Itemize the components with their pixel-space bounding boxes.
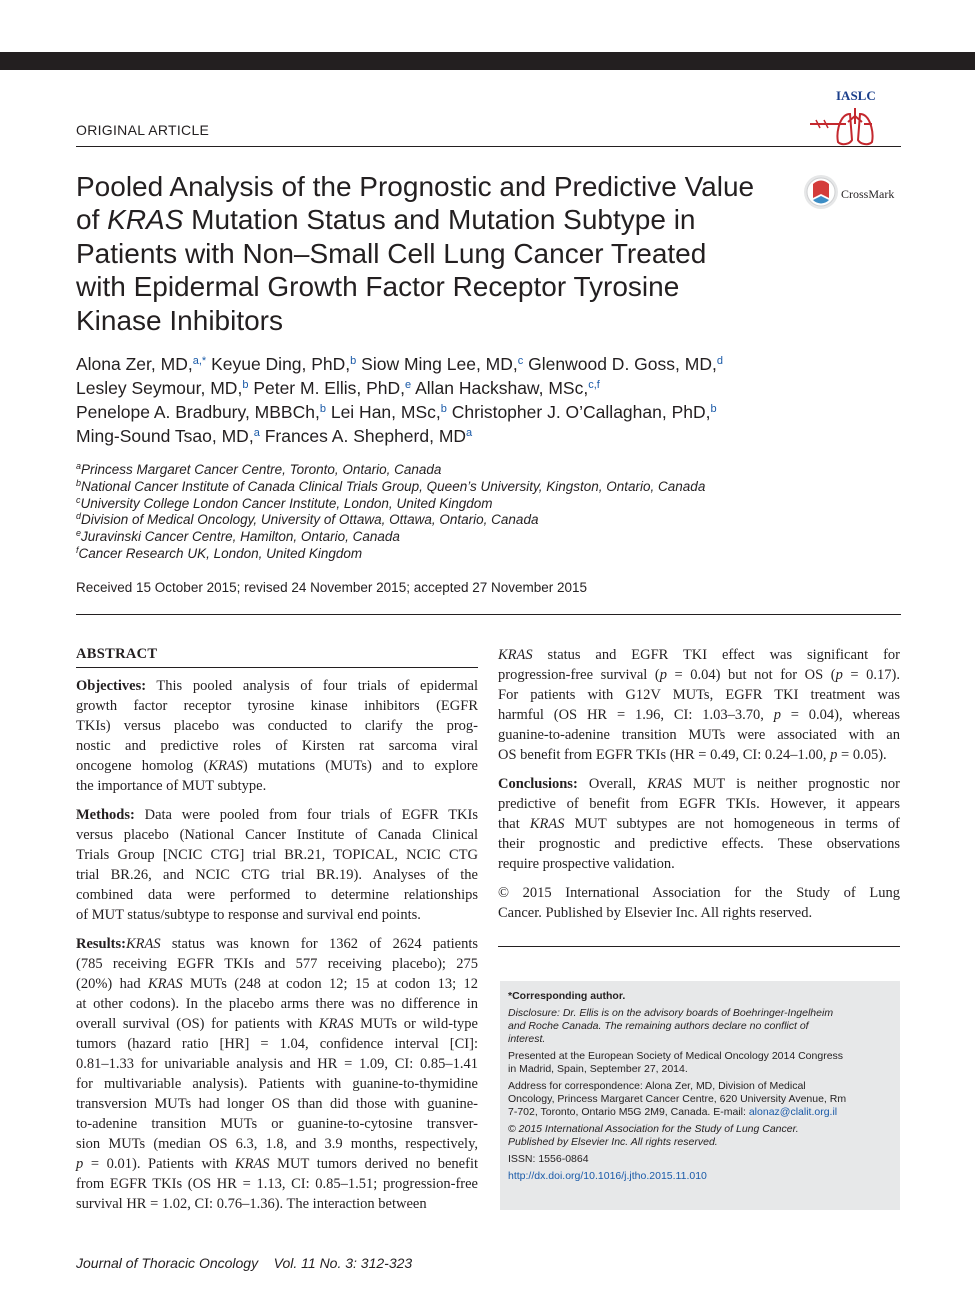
- footnotes: [508, 990, 892, 1187]
- text-line: Trials Group [NCIC CTG] trial BR.21, TOPICAL, NCIC CTG: [76, 847, 478, 863]
- section-label: Objectives:: [76, 678, 147, 694]
- text-line: p = 0.01). Patients with KRAS MUT tumors derived no benefit: [76, 1156, 478, 1172]
- abstract-right-column: [498, 645, 900, 932]
- article-title: [76, 170, 796, 337]
- text-line: the importance of MUT subtype.: [76, 778, 267, 794]
- top-banner: [0, 52, 975, 70]
- text-line: of MUT status/subtype to response and survival end points.: [76, 907, 421, 923]
- address-note: Address for correspondence: Alona Zer, MD, Division of Medical Oncology, Princess Margaret Cancer Centre, 620 University Avenue, Rm 7-702, Toronto, Ontario M5G 2M9, Canada. E-mail: alonaz@clalit.org.il: [508, 1080, 847, 1118]
- text-line: versus placebo (National Cancer Institute of Canada Clinical: [76, 827, 478, 843]
- section-label: Conclusions:: [498, 776, 578, 792]
- author-name: Ming-Sound Tsao, MD,: [76, 426, 254, 446]
- affiliation: $^b$National Cancer Institute of Canada Clinical Trials Group, Queen’s University, Kingston, Ontario, Canada: [76, 477, 706, 494]
- author-affil: a: [466, 427, 473, 439]
- affiliation-list: [76, 462, 705, 563]
- author-line: [76, 352, 816, 376]
- text-line: (20%) had KRAS MUTs (248 at codon 12; 15 at codon 13; 12: [76, 976, 479, 992]
- text-line: nostic and predictive roles of Kirsten rat sarcoma viral: [76, 738, 478, 754]
- text-line: oncogene homolog (KRAS) mutations (MUTs) and to explore: [76, 758, 478, 774]
- abstract-heading: ABSTRACT: [76, 646, 158, 662]
- author-affil: a,*: [192, 355, 207, 367]
- crossmark-icon: [803, 174, 839, 210]
- disclosure-note: Disclosure: Dr. Ellis is on the advisory boards of Boehringer-Ingelheim and Roche Canada. The remaining authors declare no conflict of interest.: [508, 1007, 834, 1045]
- title-line: Kinase Inhibitors: [76, 304, 284, 336]
- section-label: Methods:: [76, 807, 135, 823]
- text-line: OS benefit from EGFR TKIs (HR = 0.49, CI: 0.24–1.00, p = 0.05).: [498, 747, 887, 763]
- title-line: with Epidermal Growth Factor Receptor Tyrosine: [76, 271, 680, 303]
- text-line: overall survival (OS) for patients with KRAS MUTs or wild-type: [76, 1016, 478, 1032]
- text-line: from EGFR TKIs (OS HR = 1.13, CI: 0.85–1.51; progression-free: [76, 1176, 478, 1192]
- section-label: Results:: [76, 936, 126, 952]
- author-line: [76, 424, 816, 448]
- corresponding-note: *Corresponding author.: [508, 990, 626, 1002]
- author-name: Alona Zer, MD,: [76, 354, 193, 374]
- iaslc-logo-text: IASLC: [836, 88, 876, 103]
- text-line: Methods: Data were pooled from four trials of EGFR TKIs: [76, 807, 478, 823]
- text-line: survival HR = 1.02, CI: 0.76–1.36). The interaction between: [76, 1196, 427, 1212]
- abstract-paragraph: [498, 883, 900, 923]
- author-affil: c,f: [588, 379, 600, 391]
- author-name: Glenwood D. Goss, MD,: [528, 354, 717, 374]
- author-affil: b: [319, 403, 326, 415]
- abstract-paragraph: [76, 805, 478, 925]
- text-line: that KRAS MUT subtypes are not homogeneous in terms of: [498, 816, 900, 832]
- author-name: Lesley Seymour, MD,: [76, 378, 243, 398]
- author-list: [76, 352, 816, 448]
- text-line: (785 receiving EGFR TKIs and 577 receiving placebo); 275: [76, 956, 478, 972]
- author-affil: d: [716, 355, 723, 367]
- abstract-end-rule: [498, 946, 900, 947]
- text-line: Cancer. Published by Elsevier Inc. All rights reserved.: [498, 905, 813, 921]
- affiliation: $^a$Princess Margaret Cancer Centre, Toronto, Ontario, Canada: [76, 461, 442, 477]
- text-line: predictive of benefit from EGFR TKIs. However, it appears: [498, 796, 900, 812]
- text-line: harmful (OS HR = 1.96, CI: 1.03–3.70, p = 0.04), whereas: [498, 707, 900, 723]
- text-line: combined data were performed to determine relationships: [76, 887, 478, 903]
- crossmark-badge[interactable]: [803, 174, 903, 214]
- author-name: Lei Han, MSc,: [330, 402, 441, 422]
- text-line: for multivariable analysis). Patients with guanine-to-thymidine: [76, 1076, 478, 1092]
- abstract-paragraph: [498, 645, 900, 765]
- title-line: Patients with Non–Small Cell Lung Cancer Treated: [76, 237, 707, 269]
- text-line: 0.81–1.33 for univariable analysis and HR = 1.09, CI: 0.85–1.41: [76, 1056, 478, 1072]
- text-line: KRAS status and EGFR TKI effect was significant for: [498, 647, 900, 663]
- crossmark-label: CrossMark: [841, 187, 895, 201]
- abstract-heading-rule: [76, 667, 478, 668]
- affiliation: $^d$Division of Medical Oncology, University of Ottawa, Ottawa, Ontario, Canada: [76, 511, 539, 528]
- author-name: Allan Hackshaw, MSc,: [415, 378, 589, 398]
- author-affil: a: [253, 427, 260, 439]
- lungs-icon: [806, 102, 902, 148]
- author-affil: b: [440, 403, 447, 415]
- text-line: Conclusions: Overall, KRAS MUT is neither prognostic nor: [498, 776, 900, 792]
- text-line: at other codons). In the placebo arms there was no difference in: [76, 996, 478, 1012]
- copyright-note: © 2015 International Association for the Study of Lung Cancer. Published by Elsevier Inc. All rights reserved.: [508, 1123, 799, 1148]
- text-line: For patients with G12V MUTs, EGFR TKI treatment was: [498, 687, 900, 703]
- text-line: their prognostic and predictive effects. These observations: [498, 836, 900, 852]
- abstract-paragraph: [76, 676, 478, 796]
- text-line: require prospective validation.: [498, 856, 675, 872]
- text-line: © 2015 International Association for the Study of Lung: [498, 885, 900, 901]
- header-rule: [76, 146, 901, 147]
- affiliation: $^c$University College London Cancer Institute, London, United Kingdom: [76, 494, 493, 511]
- abstract-left-column: [76, 676, 478, 1223]
- author-affil: b: [350, 355, 357, 367]
- author-affil: b: [242, 379, 249, 391]
- text-line: Results:KRAS status was known for 1362 of 2624 patients: [76, 936, 478, 952]
- email-link[interactable]: alonaz@clalit.org.il: [748, 1106, 838, 1118]
- text-line: progression-free survival (p = 0.04) but not for OS (p = 0.17).: [498, 667, 900, 683]
- text-line: growth factor receptor tyrosine kinase inhibitors (EGFR: [76, 698, 478, 714]
- author-affil: e: [405, 379, 412, 391]
- affiliation: $^f$Cancer Research UK, London, United Kingdom: [76, 544, 363, 561]
- text-line: trial BR.26, and NCIC CTG trial BR.19). Analyses of the: [76, 867, 478, 883]
- affiliation: $^e$Juravinski Cancer Centre, Hamilton, Ontario, Canada: [76, 528, 400, 545]
- author-name: Christopher J. O’Callaghan, PhD,: [451, 402, 711, 422]
- author-name: Keyue Ding, PhD,: [211, 354, 351, 374]
- section-rule: [76, 614, 901, 615]
- text-line: TKIs) versus placebo was conducted to clarify the prog-: [76, 718, 478, 734]
- text-line: sion MUTs (median OS 6.3, 1.8, and 3.9 months, respectively,: [76, 1136, 478, 1152]
- journal-citation: Journal of Thoracic Oncology Vol. 11 No. 3: 312-323: [76, 1255, 413, 1271]
- abstract-paragraph: [76, 934, 478, 1214]
- author-line: [76, 376, 816, 400]
- abstract-paragraph: [498, 774, 900, 874]
- author-name: Frances A. Shepherd, MD: [264, 426, 467, 446]
- author-affil: c: [517, 355, 524, 367]
- doi-link[interactable]: http://dx.doi.org/10.1016/j.jtho.2015.11.010: [508, 1170, 707, 1182]
- issn-note: ISSN: 1556-0864: [508, 1153, 589, 1165]
- author-line: [76, 400, 816, 424]
- text-line: Objectives: This pooled analysis of four trials of epidermal: [76, 678, 478, 694]
- author-affil: b: [710, 403, 717, 415]
- presented-note: Presented at the European Society of Medical Oncology 2014 Congress in Madrid, Spain, September 27, 2014.: [508, 1050, 844, 1075]
- author-name: Peter M. Ellis, PhD,: [253, 378, 406, 398]
- iaslc-logo: [806, 88, 902, 148]
- text-line: transversion MUTs had longer OS than did those with guanine-: [76, 1096, 478, 1112]
- author-name: Penelope A. Bradbury, MBBCh,: [76, 402, 320, 422]
- author-name: Siow Ming Lee, MD,: [361, 354, 518, 374]
- text-line: guanine-to-adenine transition MUTs were associated with an: [498, 727, 900, 743]
- title-line: of KRAS Mutation Status and Mutation Subtype in: [76, 204, 696, 236]
- text-line: to-adenine transition MUTs or guanine-to-cytosine transver-: [76, 1116, 478, 1132]
- title-line: Pooled Analysis of the Prognostic and Predictive Value: [76, 171, 755, 202]
- received-dates: Received 15 October 2015; revised 24 November 2015; accepted 27 November 2015: [76, 580, 588, 595]
- article-type: ORIGINAL ARTICLE: [76, 122, 210, 138]
- text-line: tumors (hazard ratio [HR] = 1.04, confidence interval [CI]:: [76, 1036, 478, 1052]
